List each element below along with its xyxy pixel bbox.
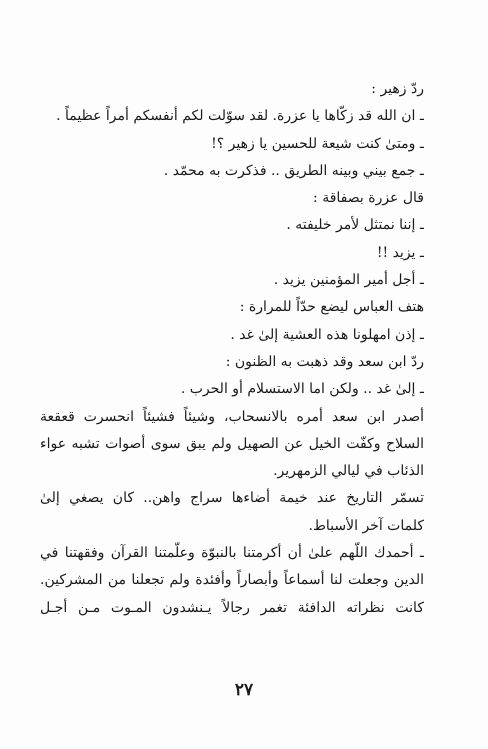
text-line: الدين وجعلت لنا أسماعاً وأبصاراً وأفئدة ولم تجعلنا من المشركين. bbox=[40, 572, 424, 589]
text-line: السلاح وكفّت الخيل عن الصهيل ولم يبق سوى أصوات تشبه عواء bbox=[40, 435, 424, 452]
text-line: كانت نظراته الدافئة تغمر رجالاً يـنشدون المـوت مـن أجـل bbox=[40, 599, 424, 616]
text-line: أصدر ابن سعد أمره بالانسحاب، وشيئاً فشيئاً انحسرت قعقعة bbox=[40, 408, 424, 425]
page-text bbox=[40, 76, 424, 622]
text-line: قال عزرة بصفاقة : bbox=[313, 190, 424, 207]
text-line: هتف العباس ليضع حدّاً للمرارة : bbox=[239, 299, 424, 316]
text-line: ردّ ابن سعد وقد ذهبت به الظنون : bbox=[225, 353, 424, 370]
text-line: ـ ان الله قد زكّاها يا عزرة. لقد سوّلت لكم أنفسكم أمراً عظيماً . bbox=[56, 108, 424, 125]
text-line: ردّ زهير : bbox=[371, 81, 424, 97]
text-line: ـ أجل أمير المؤمنين يزيد . bbox=[273, 272, 424, 289]
text-line: كلمات آخر الأسباط. bbox=[308, 517, 424, 534]
text-line: ـ إذن امهلونا هذه العشية إلىٰ غد . bbox=[230, 326, 424, 343]
page-number: ٢٧ bbox=[234, 680, 254, 700]
text-line: الذئاب في ليالي الزمهرير. bbox=[273, 463, 424, 480]
text-line: ـ إلىٰ غد .. ولكن اما الاستسلام أو الحرب . bbox=[180, 381, 424, 398]
text-line: تسمّر التاريخ عند خيمة أضاءها سراج واهن.. كان يصغي إلىٰ bbox=[40, 490, 424, 507]
text-line: ـ أحمدك اللّهم علىٰ أن أكرمتنا بالنبوّة وعلّمتنا القرآن وفقهتنا في bbox=[40, 545, 424, 562]
text-line: ـ يزيد !! bbox=[376, 244, 424, 261]
text-line: ـ ومتىٰ كنت شيعة للحسين يا زهير ؟! bbox=[211, 135, 424, 152]
text-line: ـ إننا نمتثل لأمر خليفته . bbox=[286, 217, 424, 234]
text-line: ـ جمع بيني وبينه الطريق .. فذكرت به محمّد . bbox=[163, 162, 424, 179]
